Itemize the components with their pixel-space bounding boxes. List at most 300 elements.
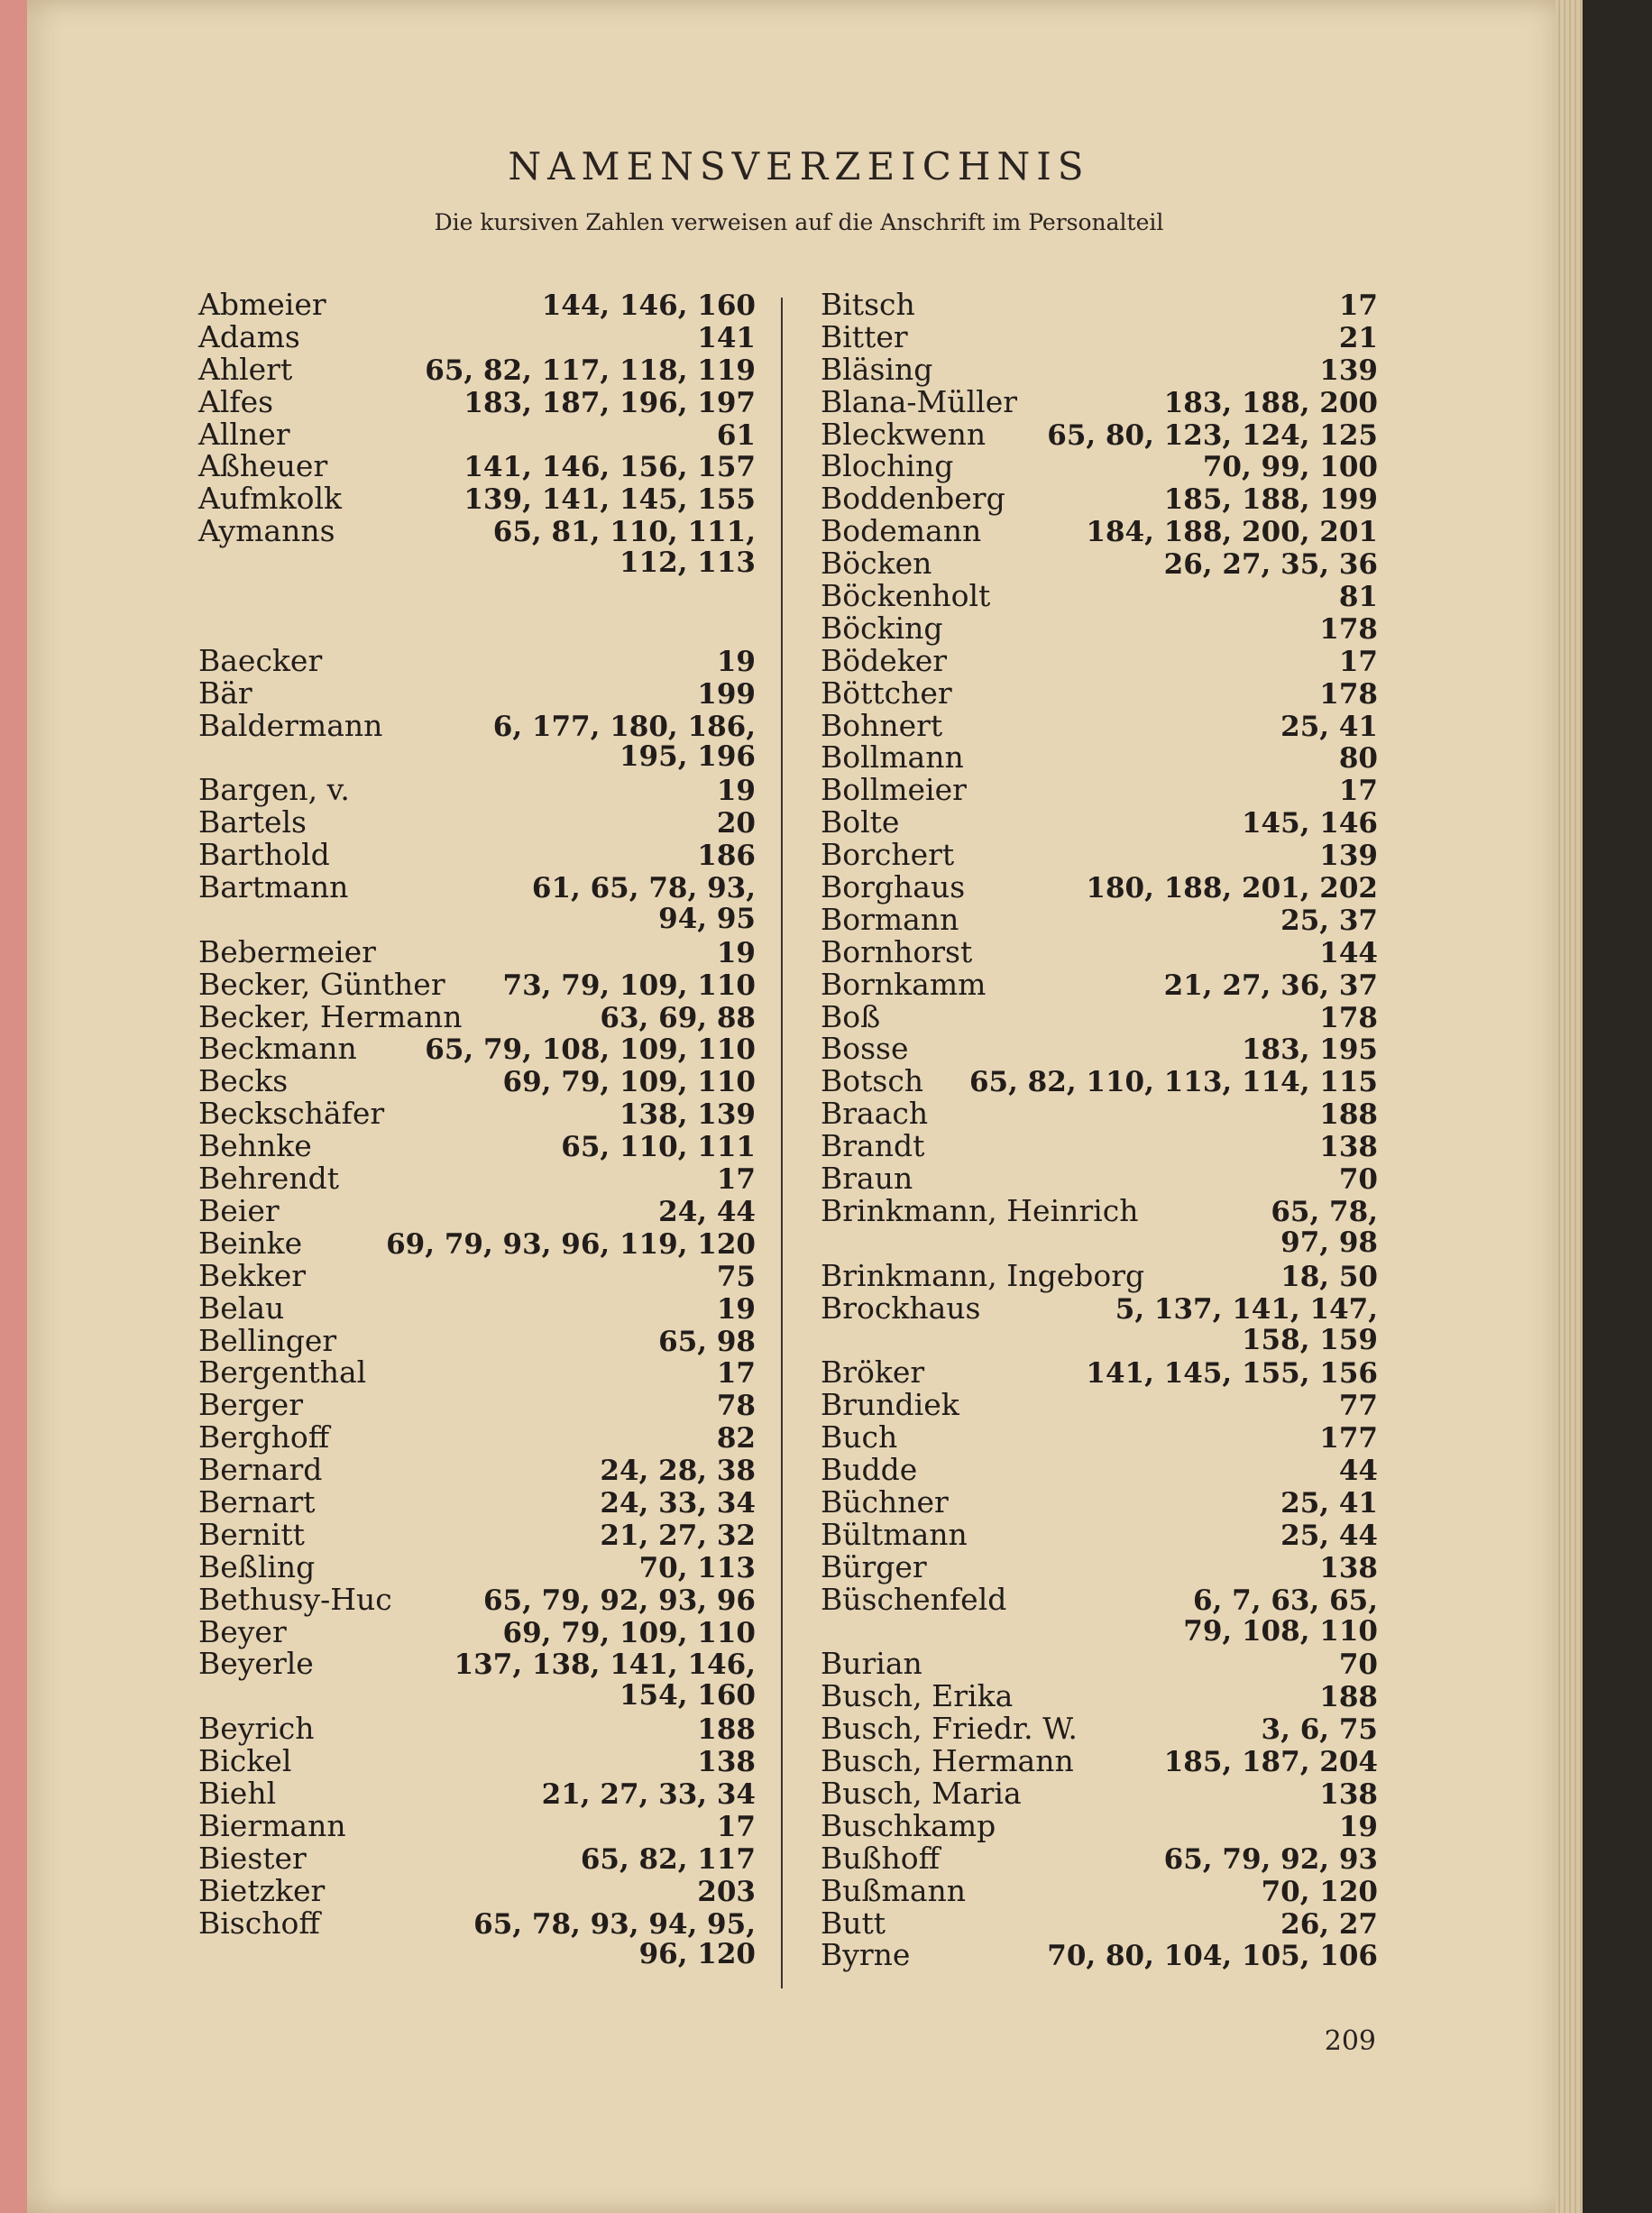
entry-pages: 70, 113: [638, 1551, 756, 1584]
entry-name: Büschenfeld: [821, 1581, 1007, 1617]
entry-name: Bickel: [198, 1743, 292, 1779]
entry-name: Belau: [198, 1290, 285, 1326]
entry-name: Bietzker: [198, 1872, 326, 1908]
entry-name: Adams: [198, 318, 300, 354]
entry-pages: 158, 159: [1241, 1323, 1378, 1356]
entry-pages: 61, 65, 78, 93,: [531, 872, 756, 905]
index-entry: [821, 1065, 1378, 1097]
entry-pages: 65, 79, 108, 109, 110: [425, 1033, 756, 1067]
index-entry: [821, 1648, 1378, 1680]
index-entry: [198, 1548, 756, 1584]
entry-name: Becks: [198, 1063, 289, 1099]
entry-pages: 195, 196: [619, 740, 756, 774]
entry-pages: 80: [1338, 742, 1378, 776]
entry-name: Beßling: [198, 1548, 316, 1584]
index-entry: [821, 289, 1378, 321]
index-entry: [198, 1745, 756, 1777]
index-entry: [821, 871, 1378, 904]
entry-pages: 183, 195: [1241, 1033, 1378, 1067]
entry-pages: 177: [1319, 1422, 1378, 1455]
entry-pages: 19: [716, 936, 756, 969]
entry-name: Blana-Müller: [821, 383, 1018, 419]
index-entry: [198, 547, 756, 580]
entry-name: Aufmkolk: [198, 481, 343, 517]
entry-name: Biermann: [198, 1807, 346, 1843]
entry-pages: 65, 80, 123, 124, 125: [1047, 418, 1378, 452]
entry-pages: 70: [1338, 1648, 1378, 1682]
entry-pages: 144, 146, 160: [541, 289, 756, 322]
entry-name: Bischoff: [198, 1905, 320, 1941]
entry-pages: 144: [1319, 936, 1378, 969]
entry-pages: 21, 27, 32: [600, 1519, 756, 1552]
entry-pages: 70, 80, 104, 105, 106: [1047, 1940, 1378, 1973]
entry-pages: 18, 50: [1280, 1260, 1378, 1293]
entry-name: Bültmann: [821, 1516, 968, 1552]
entry-name: Abmeier: [198, 287, 326, 322]
entry-name: Bosse: [821, 1031, 909, 1067]
entry-pages: 19: [1338, 1810, 1378, 1843]
entry-name: Böcking: [821, 610, 943, 646]
page-subtitle: Die kursiven Zahlen verweisen auf die Anschrift im Personalteil: [434, 209, 1164, 235]
entry-name: Bormann: [821, 901, 959, 937]
index-entry: [821, 1548, 1378, 1584]
index-entry: [821, 383, 1378, 419]
entry-pages: 203: [697, 1875, 756, 1908]
entry-name: Braun: [821, 1161, 913, 1197]
index-entry: [821, 450, 1378, 482]
index-entry: [198, 642, 756, 678]
index-entry: [198, 318, 756, 354]
entry-pages: 19: [716, 775, 756, 808]
index-entry: [821, 1745, 1378, 1777]
entry-name: Borchert: [821, 837, 955, 873]
index-entry: [821, 741, 1378, 774]
entry-pages: 17: [1338, 289, 1378, 322]
entry-name: Bollmann: [821, 739, 964, 776]
index-entry: [198, 774, 756, 806]
index-entry: [821, 1842, 1378, 1875]
index-entry: [821, 642, 1378, 678]
index-entry: [821, 677, 1378, 710]
entry-pages: 70: [1338, 1163, 1378, 1197]
entry-pages: 21, 27, 36, 37: [1163, 969, 1378, 1002]
index-entry: [198, 1257, 756, 1293]
entry-pages: 183, 187, 196, 197: [463, 386, 756, 419]
entry-name: Baecker: [198, 642, 323, 678]
entry-name: Beyer: [198, 1613, 287, 1649]
entry-pages: 19: [716, 1292, 756, 1326]
entry-pages: 79, 108, 110: [1183, 1614, 1378, 1648]
entry-name: Alfes: [198, 383, 274, 419]
entry-pages: 6, 7, 63, 65,: [1193, 1584, 1378, 1617]
entry-name: Brockhaus: [821, 1290, 981, 1326]
entry-pages: 139: [1319, 354, 1378, 387]
index-entry: [198, 933, 756, 969]
index-entry: [821, 318, 1378, 354]
entry-name: Biehl: [198, 1775, 277, 1811]
entry-pages: 17: [1338, 645, 1378, 678]
index-entry: [198, 998, 756, 1034]
index-entry: [198, 1421, 756, 1454]
entry-pages: 69, 79, 93, 96, 119, 120: [386, 1227, 756, 1261]
entry-name: Allner: [198, 416, 290, 452]
entry-name: Bethusy-Huc: [198, 1581, 392, 1617]
entry-pages: 21: [1338, 321, 1378, 354]
entry-name: Brinkmann, Ingeborg: [821, 1257, 1145, 1293]
index-entry: [198, 1907, 756, 1940]
entry-name: Becker, Günther: [198, 966, 445, 1002]
entry-name: Böckenholt: [821, 578, 991, 614]
entry-name: Bargen, v.: [198, 772, 350, 808]
index-entry: [198, 418, 756, 451]
entry-name: Buch: [821, 1419, 898, 1455]
entry-name: Bekker: [198, 1257, 307, 1293]
entry-pages: 25, 41: [1280, 1486, 1378, 1520]
entry-pages: 183, 188, 200: [1163, 386, 1378, 419]
index-entry: [198, 1581, 756, 1617]
entry-name: Brandt: [821, 1128, 925, 1164]
entry-name: Bellinger: [198, 1322, 337, 1358]
index-entry: [821, 839, 1378, 871]
entry-name: Bußhoff: [821, 1840, 941, 1876]
entry-name: Becker, Hermann: [198, 998, 463, 1034]
entry-name: Biester: [198, 1840, 307, 1876]
entry-pages: 94, 95: [658, 902, 756, 935]
entry-pages: 141: [697, 321, 756, 354]
entry-name: Bitter: [821, 318, 908, 354]
entry-pages: 65, 98: [658, 1325, 756, 1358]
entry-pages: 138: [1319, 1131, 1378, 1164]
entry-name: Borghaus: [821, 869, 966, 905]
entry-name: Bernard: [198, 1452, 323, 1488]
entry-pages: 188: [1319, 1098, 1378, 1132]
index-entry: [198, 450, 756, 482]
index-entry: [198, 806, 756, 839]
entry-name: Bartmann: [198, 869, 349, 905]
book-page: [27, 0, 1571, 2213]
index-entry: [198, 1680, 756, 1713]
entry-name: Bär: [198, 675, 252, 711]
entry-name: Berger: [198, 1387, 303, 1423]
entry-name: Beinke: [198, 1225, 303, 1261]
entry-name: Bitsch: [821, 287, 915, 322]
entry-name: Bernart: [198, 1483, 316, 1520]
entry-pages: 21, 27, 33, 34: [541, 1777, 756, 1811]
entry-pages: 65, 78, 93, 94, 95,: [473, 1907, 756, 1941]
entry-name: Bläsing: [821, 351, 933, 387]
entry-pages: 82: [716, 1422, 756, 1455]
entry-name: Berghoff: [198, 1419, 330, 1455]
index-entry: [198, 1842, 756, 1875]
index-entry: [198, 1097, 756, 1130]
entry-pages: 75: [716, 1260, 756, 1293]
entry-pages: 178: [1319, 1001, 1378, 1034]
entry-pages: 73, 79, 109, 110: [502, 969, 756, 1002]
entry-pages: 44: [1338, 1455, 1378, 1488]
index-entry: [821, 1777, 1378, 1810]
entry-pages: 178: [1319, 677, 1378, 711]
entry-pages: 24, 28, 38: [600, 1455, 756, 1488]
entry-name: Boddenberg: [821, 481, 1005, 517]
entry-pages: 97, 98: [1280, 1226, 1378, 1259]
entry-pages: 26, 27: [1280, 1907, 1378, 1941]
index-entry: [198, 1389, 756, 1421]
index-entry: [821, 482, 1378, 515]
index-entry: [821, 998, 1378, 1034]
index-entry: [821, 1192, 1378, 1228]
entry-pages: 186: [697, 840, 756, 873]
index-entry: [198, 482, 756, 515]
entry-pages: 19: [716, 645, 756, 678]
entry-pages: 188: [1319, 1681, 1378, 1714]
index-entry: [821, 1454, 1378, 1486]
entry-pages: 138: [1319, 1777, 1378, 1811]
entry-name: Beyerle: [198, 1646, 314, 1682]
entry-pages: 139: [1319, 840, 1378, 873]
entry-name: Budde: [821, 1452, 918, 1488]
entry-name: Burian: [821, 1646, 922, 1682]
entry-name: Bodemann: [821, 513, 982, 549]
entry-name: Bartels: [198, 804, 307, 840]
entry-pages: 69, 79, 109, 110: [502, 1616, 756, 1649]
index-entry: [198, 1777, 756, 1810]
entry-pages: 65, 82, 117, 118, 119: [425, 354, 756, 387]
index-entry: [198, 515, 756, 547]
entry-name: Baldermann: [198, 707, 383, 743]
index-entry: [821, 806, 1378, 839]
entry-pages: 185, 187, 204: [1163, 1746, 1378, 1779]
entry-pages: 6, 177, 180, 186,: [492, 710, 756, 743]
index-entry: [198, 839, 756, 871]
entry-name: Aymanns: [198, 513, 335, 549]
index-entry: [198, 1065, 756, 1097]
entry-name: Bergenthal: [198, 1354, 367, 1391]
index-entry: [198, 677, 756, 710]
entry-name: Butt: [821, 1905, 886, 1941]
entry-name: Beckschäfer: [198, 1096, 385, 1132]
entry-name: Boß: [821, 998, 881, 1034]
entry-pages: 17: [1338, 775, 1378, 808]
entry-name: Busch, Maria: [821, 1775, 1022, 1811]
entry-pages: 24, 44: [658, 1195, 756, 1228]
index-entry: [821, 1939, 1378, 1971]
index-entry: [198, 1130, 756, 1162]
index-entry: [198, 741, 756, 774]
index-entry: [821, 612, 1378, 645]
entry-pages: 65, 79, 92, 93: [1163, 1842, 1378, 1876]
index-entry: [821, 966, 1378, 1002]
index-entry: [198, 1033, 756, 1065]
index-entry: [198, 1939, 756, 1971]
entry-pages: 145, 146: [1241, 807, 1378, 840]
index-entry: [198, 871, 756, 904]
index-entry: [821, 1162, 1378, 1195]
index-entry: [821, 580, 1378, 612]
page-title: NAMENSVERZEICHNIS: [508, 144, 1090, 188]
index-entry: [198, 580, 756, 612]
entry-pages: 65, 110, 111: [561, 1131, 756, 1164]
entry-name: Bebermeier: [198, 933, 376, 969]
entry-pages: 17: [716, 1163, 756, 1197]
entry-pages: 188: [697, 1713, 756, 1747]
index-entry: [198, 1192, 756, 1228]
index-entry: [821, 1130, 1378, 1162]
entry-name: Bornkamm: [821, 966, 987, 1002]
entry-pages: 78: [716, 1390, 756, 1423]
index-entry: [198, 1483, 756, 1520]
index-entry: [198, 1322, 756, 1358]
entry-pages: 137, 138, 141, 146,: [454, 1648, 756, 1682]
index-entry: [821, 1292, 1378, 1325]
index-column-right: [821, 289, 1378, 1971]
entry-name: Bloching: [821, 448, 954, 484]
entry-name: Brinkmann, Heinrich: [821, 1192, 1139, 1228]
index-entry: [198, 1356, 756, 1389]
index-entry: [198, 1516, 756, 1552]
entry-pages: 96, 120: [638, 1938, 756, 1971]
entry-name: Böcken: [821, 546, 932, 582]
index-entry: [821, 418, 1378, 451]
entry-name: Bollmeier: [821, 772, 967, 808]
entry-name: Bernitt: [198, 1516, 305, 1552]
entry-name: Behnke: [198, 1128, 312, 1164]
entry-pages: 26, 27, 35, 36: [1163, 548, 1378, 582]
index-entry: [821, 1421, 1378, 1454]
entry-pages: 65, 82, 117: [580, 1842, 756, 1876]
index-entry: [821, 515, 1378, 547]
entry-pages: 178: [1319, 612, 1378, 646]
entry-name: Bornhorst: [821, 933, 973, 969]
column-divider: [781, 298, 783, 1988]
index-entry: [198, 966, 756, 1002]
index-entry: [821, 901, 1378, 937]
entry-name: Bröker: [821, 1354, 925, 1391]
entry-name: Brundiek: [821, 1387, 959, 1423]
index-entry: [821, 1033, 1378, 1065]
entry-pages: 180, 188, 201, 202: [1086, 872, 1378, 905]
entry-pages: 65, 82, 110, 113, 114, 115: [968, 1066, 1378, 1099]
index-entry: [198, 351, 756, 387]
index-entry: [821, 1483, 1378, 1520]
index-entry: [821, 1680, 1378, 1713]
index-entry: [198, 1162, 756, 1195]
index-entry: [821, 933, 1378, 969]
entry-name: Busch, Friedr. W.: [821, 1711, 1078, 1747]
index-entry: [821, 1713, 1378, 1745]
index-entry: [821, 707, 1378, 743]
entry-pages: 184, 188, 200, 201: [1086, 516, 1378, 549]
entry-name: Bohnert: [821, 707, 943, 743]
entry-pages: 141, 145, 155, 156: [1086, 1357, 1378, 1391]
entry-name: Byrne: [821, 1937, 911, 1973]
index-entry: [198, 1454, 756, 1486]
entry-pages: 17: [716, 1810, 756, 1843]
entry-name: Bödeker: [821, 642, 948, 678]
index-entry: [821, 1356, 1378, 1389]
entry-pages: 25, 41: [1280, 710, 1378, 743]
index-entry: [198, 707, 756, 743]
entry-name: Bürger: [821, 1548, 927, 1584]
page-number: 209: [1324, 2025, 1376, 2057]
entry-pages: 65, 81, 110, 111,: [492, 516, 756, 549]
entry-name: Buschkamp: [821, 1807, 996, 1843]
index-entry: [198, 1648, 756, 1680]
index-entry: [821, 1872, 1378, 1908]
entry-name: Aßheuer: [198, 448, 328, 484]
entry-pages: 24, 33, 34: [600, 1486, 756, 1520]
index-entry: [198, 1807, 756, 1843]
index-entry: [821, 1907, 1378, 1940]
entry-pages: 70, 120: [1261, 1875, 1378, 1908]
index-entry: [821, 1807, 1378, 1843]
entry-pages: 65, 79, 92, 93, 96: [482, 1584, 756, 1617]
index-entry: [821, 774, 1378, 806]
entry-name: Busch, Erika: [821, 1678, 1014, 1714]
entry-pages: 112, 113: [619, 546, 756, 580]
entry-name: Beckmann: [198, 1031, 357, 1067]
index-entry: [198, 612, 756, 645]
index-entry: [821, 1325, 1378, 1357]
entry-pages: 70, 99, 100: [1202, 451, 1378, 484]
entry-name: Barthold: [198, 837, 330, 873]
index-entry: [821, 1389, 1378, 1421]
index-entry: [821, 547, 1378, 580]
entry-pages: 139, 141, 145, 155: [463, 483, 756, 517]
entry-pages: 81: [1338, 581, 1378, 614]
entry-name: Büchner: [821, 1483, 949, 1520]
index-entry: [198, 383, 756, 419]
entry-pages: 5, 137, 141, 147,: [1115, 1292, 1378, 1326]
entry-name: Botsch: [821, 1063, 924, 1099]
index-entry: [198, 904, 756, 936]
entry-pages: 20: [716, 807, 756, 840]
entry-pages: 185, 188, 199: [1163, 483, 1378, 517]
index-entry: [821, 351, 1378, 387]
entry-pages: 138: [1319, 1551, 1378, 1584]
index-entry: [821, 1581, 1378, 1617]
entry-pages: 25, 37: [1280, 904, 1378, 937]
entry-name: Braach: [821, 1096, 929, 1132]
entry-pages: 65, 78,: [1271, 1195, 1378, 1228]
entry-pages: 3, 6, 75: [1261, 1713, 1378, 1747]
entry-pages: 17: [716, 1357, 756, 1391]
entry-pages: 61: [716, 418, 756, 452]
index-entry: [821, 1516, 1378, 1552]
entry-pages: 63, 69, 88: [600, 1001, 756, 1034]
index-entry: [821, 1616, 1378, 1648]
entry-pages: 138: [697, 1746, 756, 1779]
index-entry: [198, 1292, 756, 1325]
index-entry: [198, 1227, 756, 1260]
index-entry: [198, 289, 756, 321]
entry-name: Böttcher: [821, 675, 952, 711]
index-entry: [821, 1227, 1378, 1260]
page-stack-edge: [1556, 0, 1583, 2213]
entry-pages: 154, 160: [619, 1679, 756, 1713]
entry-pages: 141, 146, 156, 157: [463, 451, 756, 484]
entry-pages: 138, 139: [619, 1098, 756, 1132]
index-column-left: [198, 289, 756, 1971]
entry-name: Bolte: [821, 804, 900, 840]
index-entry: [821, 1257, 1378, 1293]
index-entry: [198, 1713, 756, 1745]
index-entry: [198, 1872, 756, 1908]
entry-name: Ahlert: [198, 351, 293, 387]
entry-name: Beyrich: [198, 1711, 315, 1747]
entry-pages: 25, 44: [1280, 1519, 1378, 1552]
entry-name: Bleckwenn: [821, 416, 987, 452]
index-entry: [198, 1613, 756, 1649]
